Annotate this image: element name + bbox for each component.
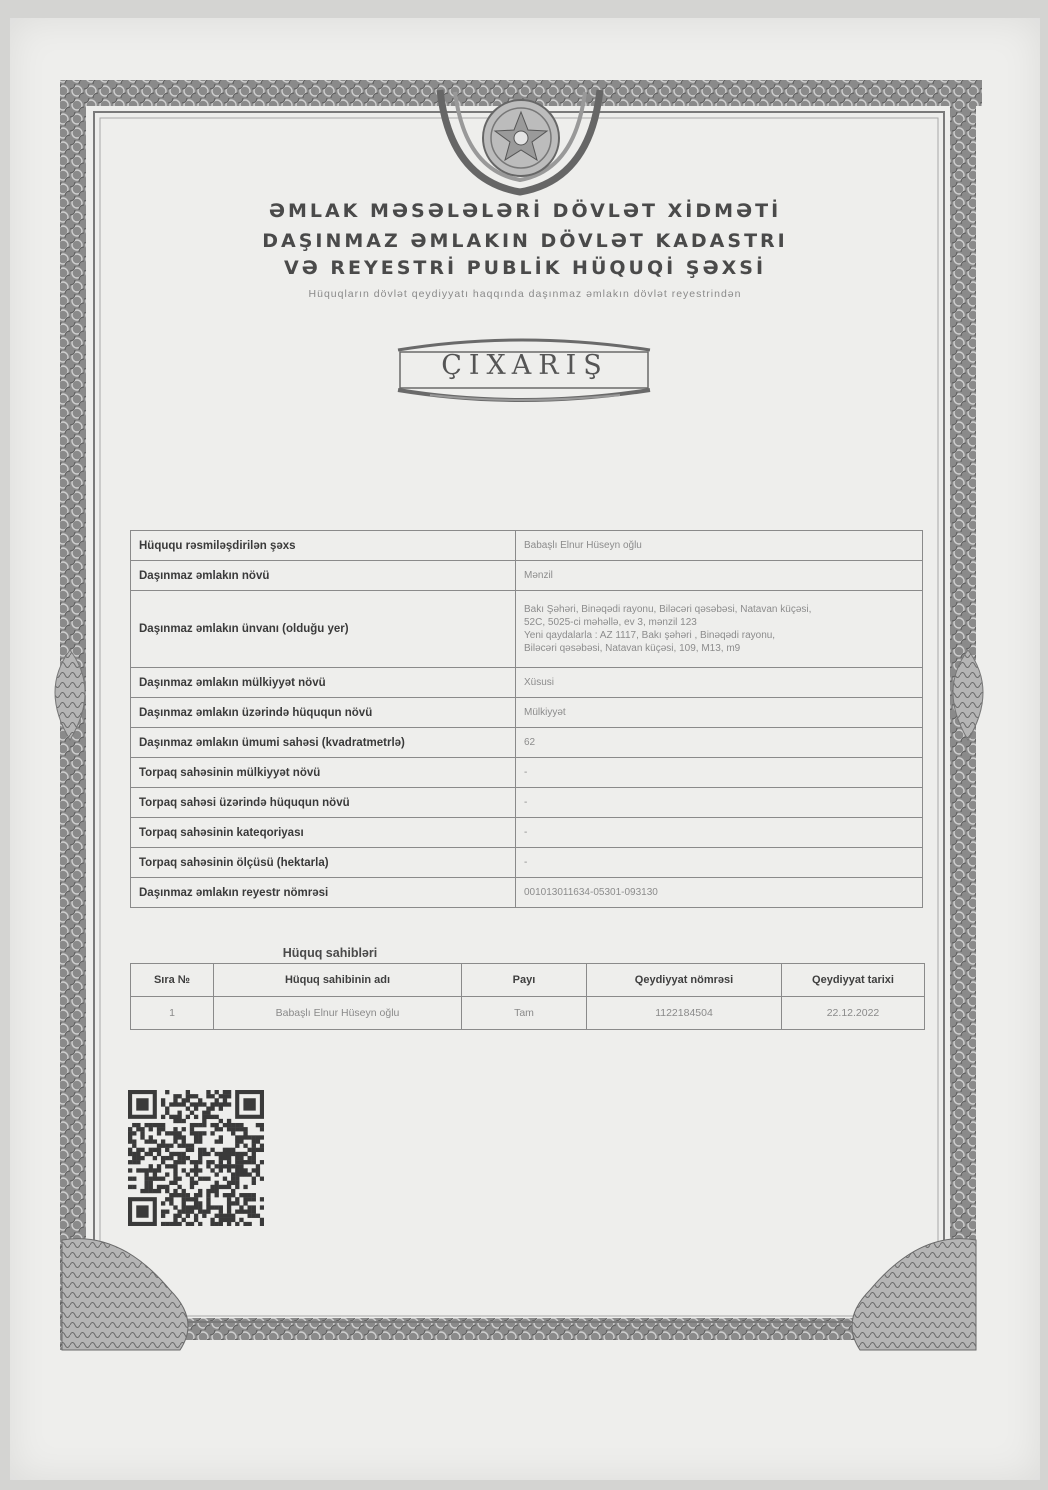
info-label: Daşınmaz əmlakın üzərində hüququn növü — [131, 698, 516, 728]
header-line-3: VƏ REYESTRİ PUBLİK HÜQUQİ ŞƏXSİ — [283, 257, 767, 279]
table-row — [131, 818, 923, 848]
table-row — [131, 698, 923, 728]
header-line-1: ƏMLAK MƏSƏLƏLƏRİ DÖVLƏT XİDMƏTİ — [268, 200, 782, 222]
owners-table — [130, 963, 925, 1030]
info-label: Torpaq sahəsinin mülkiyyət növü — [131, 758, 516, 788]
info-value: Babaşlı Elnur Hüseyn oğlu — [516, 531, 923, 561]
owner-name: Babaşlı Elnur Hüseyn oğlu — [214, 997, 462, 1030]
info-value: - — [516, 758, 923, 788]
table-row — [131, 997, 925, 1030]
column-header: Qeydiyyat tarixi — [782, 964, 925, 997]
header-subtitle: Hüquqların dövlət qeydiyyatı haqqında daşınmaz əmlakın dövlət reyestrindən — [308, 288, 742, 300]
address-line: 52C, 5025-ci məhəllə, ev 3, mənzil 123 — [524, 617, 697, 628]
info-label: Daşınmaz əmlakın ünvanı (olduğu yer) — [131, 591, 516, 668]
info-label: Daşınmaz əmlakın mülkiyyət növü — [131, 668, 516, 698]
owners-header-row — [131, 964, 925, 997]
column-header: Payı — [462, 964, 587, 997]
info-value-address — [516, 591, 923, 668]
info-value: Xüsusi — [516, 668, 923, 698]
table-row — [131, 591, 923, 668]
address-line: Bakı Şəhəri, Binəqədi rayonu, Biləcəri qəsəbəsi, Natavan küçəsi, — [524, 604, 812, 615]
table-row — [131, 848, 923, 878]
info-label: Hüququ rəsmiləşdirilən şəxs — [131, 531, 516, 561]
registration-number: 1122184504 — [587, 997, 782, 1030]
column-header: Sıra № — [131, 964, 214, 997]
qr-code — [128, 1090, 264, 1226]
column-header: Hüquq sahibinin adı — [214, 964, 462, 997]
info-label: Torpaq sahəsinin ölçüsü (hektarla) — [131, 848, 516, 878]
registration-date: 22.12.2022 — [782, 997, 925, 1030]
table-row — [131, 758, 923, 788]
address-line: Yeni qaydalarla : AZ 1117, Bakı şəhəri , Binəqədi rayonu, — [524, 630, 776, 641]
table-row — [131, 561, 923, 591]
property-info-table — [130, 530, 923, 908]
table-row — [131, 728, 923, 758]
table-row — [131, 878, 923, 908]
column-header: Qeydiyyat nömrəsi — [587, 964, 782, 997]
info-label: Daşınmaz əmlakın reyestr nömrəsi — [131, 878, 516, 908]
address-line: Biləcəri qəsəbəsi, Natavan küçəsi, 109, M13, m9 — [524, 643, 741, 654]
info-value: - — [516, 788, 923, 818]
info-value: 62 — [516, 728, 923, 758]
document-title: ÇIXARIŞ — [441, 350, 609, 381]
info-label: Daşınmaz əmlakın növü — [131, 561, 516, 591]
table-row — [131, 668, 923, 698]
table-row — [131, 788, 923, 818]
table-row — [131, 531, 923, 561]
owner-index: 1 — [131, 997, 214, 1030]
header-line-2: DAŞINMAZ ƏMLAKIN DÖVLƏT KADASTRI — [262, 230, 788, 252]
owner-share: Tam — [462, 997, 587, 1030]
owners-caption: Hüquq sahibləri — [282, 946, 378, 960]
info-value: 001013011634-05301-093130 — [516, 878, 923, 908]
info-label: Daşınmaz əmlakın ümumi sahəsi (kvadratmetrlə) — [131, 728, 516, 758]
info-label: Torpaq sahəsi üzərində hüququn növü — [131, 788, 516, 818]
state-emblem-icon — [483, 100, 559, 176]
info-value: - — [516, 848, 923, 878]
info-value: Mülkiyyət — [516, 698, 923, 728]
info-value: - — [516, 818, 923, 848]
info-label: Torpaq sahəsinin kateqoriyası — [131, 818, 516, 848]
info-value: Mənzil — [516, 561, 923, 591]
